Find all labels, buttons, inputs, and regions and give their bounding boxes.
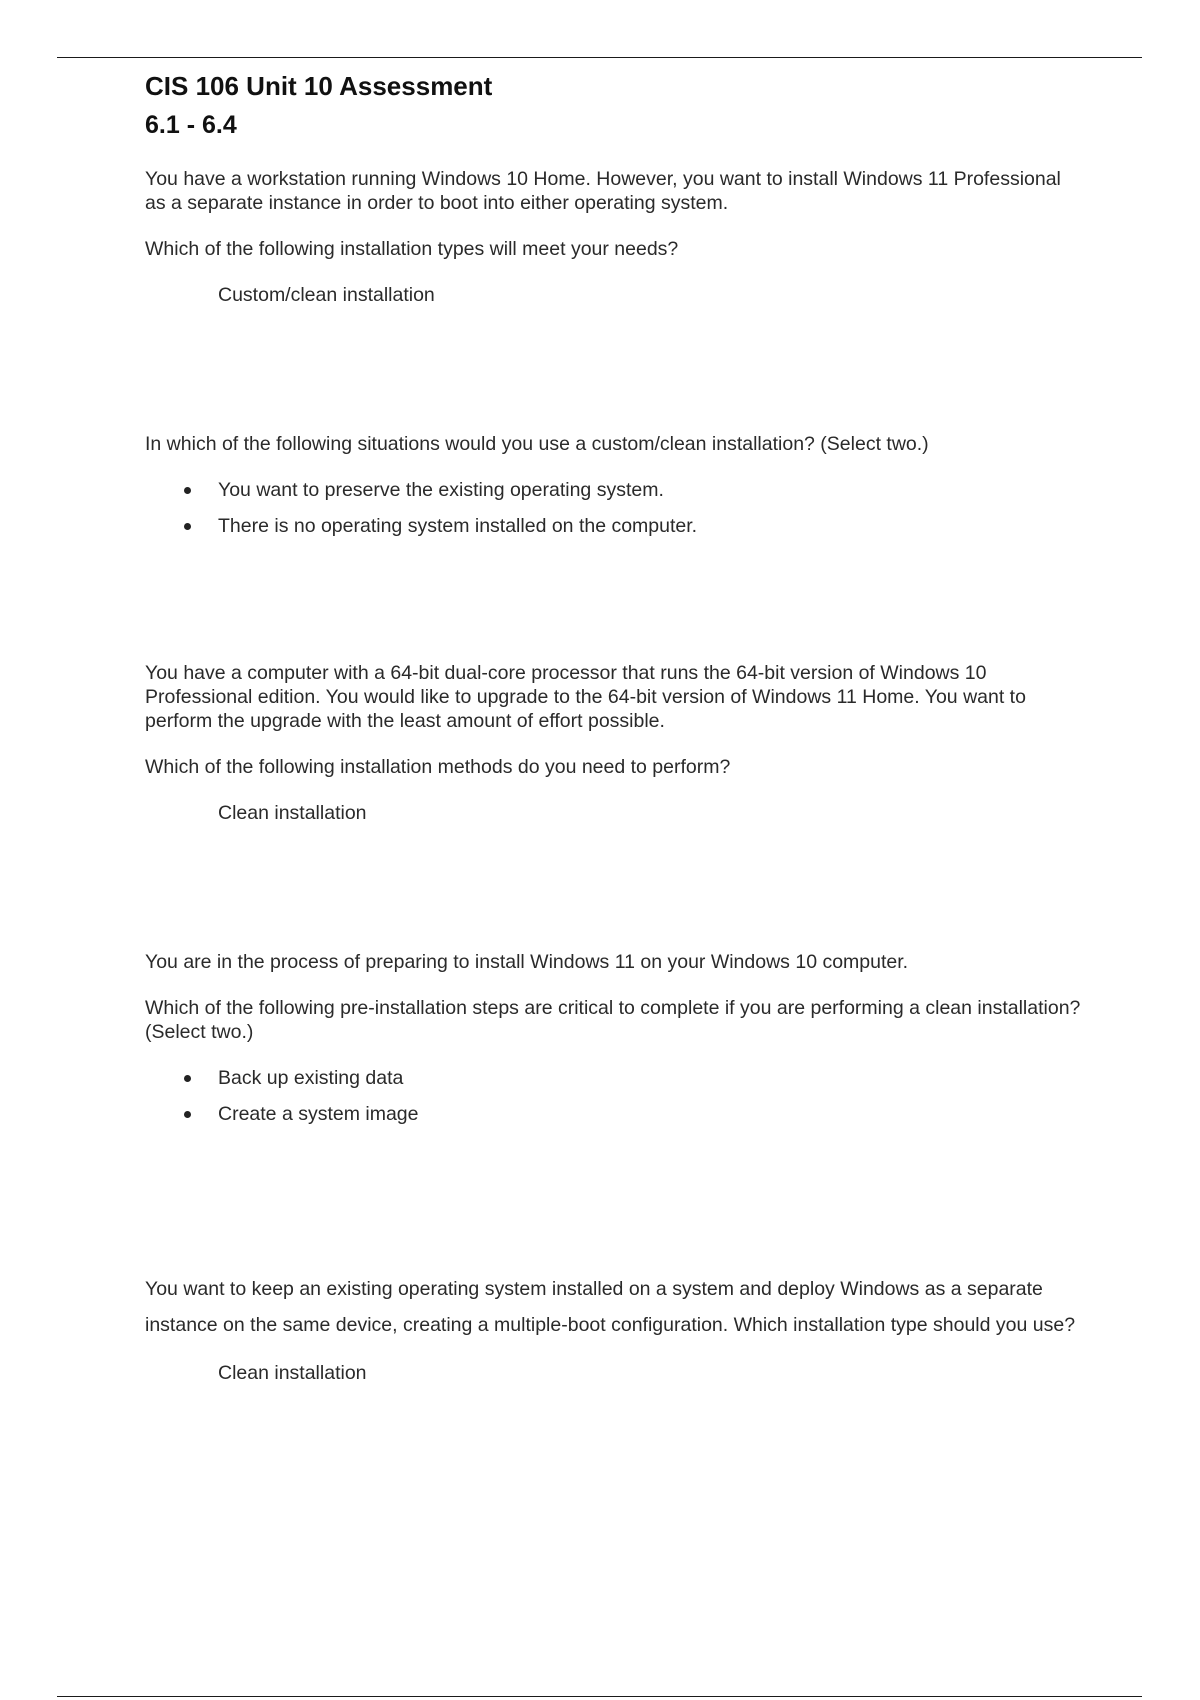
- answer-list: [145, 478, 1085, 538]
- question-text: Which of the following installation types will meet your needs?: [145, 238, 679, 260]
- answer-list: [145, 1066, 1085, 1126]
- answer-item: [145, 478, 1085, 502]
- bullet-icon: [184, 523, 191, 530]
- answer-text: Clean installation: [218, 1362, 367, 1384]
- question-prompt: You have a computer with a 64-bit dual-core processor that runs the 64-bit version of Windows 10 Professional edition. You would like to upgrade to the 64-bit version of Windows 11 Home. You want to perform the upgrade with the least amount of effort possible.: [145, 662, 1026, 732]
- answer-text: Custom/clean installation: [218, 284, 435, 306]
- question-4: [145, 950, 1085, 1138]
- answer-item: [145, 1066, 1085, 1090]
- top-rule: [57, 57, 1142, 58]
- document-subtitle: 6.1 - 6.4: [145, 111, 237, 139]
- document-title: CIS 106 Unit 10 Assessment: [145, 71, 493, 101]
- bullet-icon: [184, 487, 191, 494]
- answer-text: Create a system image: [218, 1103, 419, 1125]
- bullet-icon: [184, 1075, 191, 1082]
- question-5: [145, 1271, 1085, 1407]
- bottom-rule: [57, 1696, 1142, 1697]
- question-prompt: You have a workstation running Windows 10 Home. However, you want to install Windows 11 Professional as a separate instance in order to boot into either operating system.: [145, 168, 1061, 214]
- answer-item: [145, 514, 1085, 538]
- question-3: [145, 661, 1085, 847]
- question-prompt: You are in the process of preparing to install Windows 11 on your Windows 10 computer.: [145, 951, 909, 973]
- question-1: [145, 167, 1085, 329]
- question-text: Which of the following pre-installation steps are critical to complete if you are performing a clean installation? (Select two.): [145, 997, 1081, 1043]
- answer-text: Clean installation: [218, 802, 367, 824]
- answer-text: There is no operating system installed on the computer.: [218, 515, 698, 537]
- question-text: In which of the following situations would you use a custom/clean installation? (Select two.): [145, 433, 929, 455]
- question-text: Which of the following installation methods do you need to perform?: [145, 756, 731, 778]
- answer-text: Back up existing data: [218, 1067, 404, 1089]
- question-text: You want to keep an existing operating system installed on a system and deploy Windows as a separate instance on the same device, creating a multiple-boot configuration. Which installation type should you use?: [145, 1278, 1076, 1336]
- answer-item: [145, 1102, 1085, 1126]
- answer-text: You want to preserve the existing operating system.: [218, 479, 664, 501]
- bullet-icon: [184, 1111, 191, 1118]
- question-2: [145, 432, 1085, 550]
